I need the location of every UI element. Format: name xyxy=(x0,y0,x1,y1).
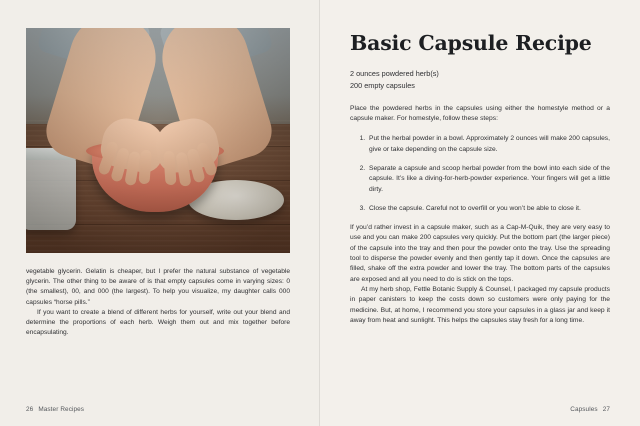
list-item: 3. Close the capsule. Careful not to overfill or you won’t be able to close it. xyxy=(367,204,610,214)
right-page-footer xyxy=(570,406,610,413)
steps-list xyxy=(350,134,610,214)
section-name: Capsules xyxy=(570,406,598,413)
page-title: Basic Capsule Recipe xyxy=(350,31,592,55)
list-item: 1. Put the herbal powder in a bowl. Approximately 2 ounces will make 200 capsules, give or take depending on the capsule size. xyxy=(367,134,610,155)
closing-paragraph: If you’d rather invest in a capsule maker, such as a Cap-M-Quik, they are very easy to use and you can make 200 capsules very quickly. Put the bottom part (the larger piece) of the capsule into the tray and then pour the powder onto the tray. Use the spreading tool to disperse the powder evenly and then gently tap it down. Once the capsules are filled, shake off the extra powder and lower the tray. The bottom parts of the capsules are exposed and all you need to do is stick on the tops. xyxy=(350,224,610,283)
ingredient-line: 2 ounces powdered herb(s) xyxy=(350,69,439,78)
paragraph: If you want to create a blend of different herbs for yourself, write out your blend and determine the proportions of each herb. Weigh them out and mix together before encapsulating. xyxy=(26,308,290,337)
left-page-body xyxy=(26,267,290,338)
intro-paragraph: Place the powdered herbs in the capsules using either the homestyle method or a capsule maker. For homestyle, follow these steps: xyxy=(350,104,610,123)
closing-paragraph: At my herb shop, Fettle Botanic Supply & Counsel, I packaged my capsule products in paper canisters to keep the costs down so customers were only paying for the medicine. But, at home, I recommend you store your capsules in a glass jar and keep it away from heat and sunlight. This helps the capsules stay fresh for a long time. xyxy=(350,285,610,324)
photo-background xyxy=(26,28,290,253)
photo-vignette xyxy=(26,28,290,253)
paragraph: vegetable glycerin. Gelatin is cheaper, but I prefer the natural substance of vegetable glycerin. The other thing to be aware of is that empty capsules come in varying sizes: 0 (the smallest), 00, and 000 (the largest). To help you visualize, my daughter calls 000 capsules “horse pills.” xyxy=(26,268,290,306)
recipe-photo xyxy=(26,28,290,253)
list-item: 2. Separate a capsule and scoop herbal powder from the bowl into each side of the capsule. It’s like a diving-for-herb-powder experience. Your fingers will get a little dirty. xyxy=(367,164,610,195)
page-number: 26 xyxy=(26,406,34,413)
left-page-footer xyxy=(26,406,84,413)
ingredient-line: 200 empty capsules xyxy=(350,81,415,91)
page-number: 27 xyxy=(602,406,610,413)
section-name: Master Recipes xyxy=(38,406,85,413)
right-page xyxy=(320,0,640,426)
